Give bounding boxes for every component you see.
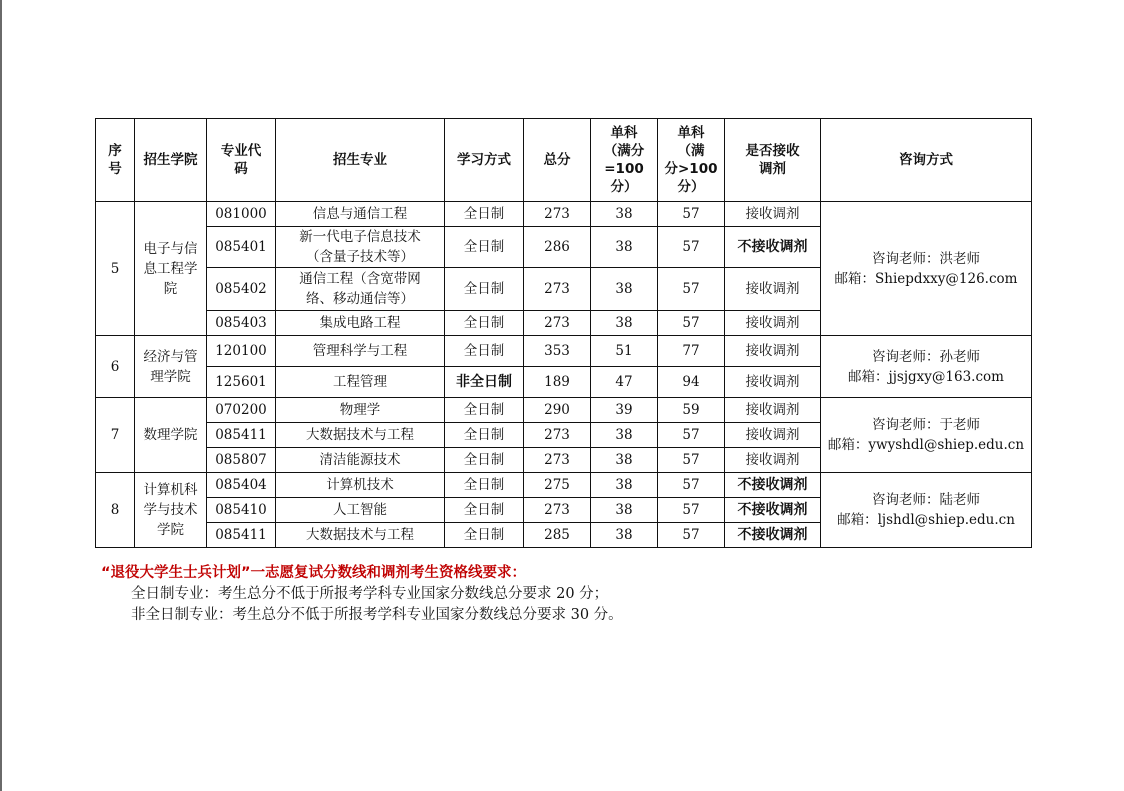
table-row	[96, 473, 1032, 498]
study-mode: 全日制	[445, 423, 524, 448]
major-name: 工程管理	[276, 367, 445, 398]
adjust-status: 接收调剂	[725, 398, 821, 423]
single-score-100: 38	[591, 311, 658, 336]
major-name: 集成电路工程	[276, 311, 445, 336]
single-score-gt100: 57	[658, 423, 725, 448]
study-mode: 全日制	[445, 311, 524, 336]
major-code: 120100	[207, 336, 276, 367]
study-mode: 全日制	[445, 473, 524, 498]
single-score-gt100: 57	[658, 311, 725, 336]
adjust-status: 不接收调剂	[725, 473, 821, 498]
adjust-status: 接收调剂	[725, 448, 821, 473]
major-code: 085410	[207, 498, 276, 523]
group-seq: 5	[96, 202, 135, 336]
major-name: 通信工程（含宽带网 络、移动通信等）	[276, 268, 445, 311]
major-code: 085401	[207, 227, 276, 268]
study-mode: 全日制	[445, 448, 524, 473]
adjust-status: 接收调剂	[725, 311, 821, 336]
total-score: 189	[524, 367, 591, 398]
table-row	[96, 336, 1032, 367]
single-score-100: 47	[591, 367, 658, 398]
major-code: 070200	[207, 398, 276, 423]
adjust-status: 不接收调剂	[725, 523, 821, 548]
admission-score-table	[95, 118, 1032, 548]
total-score: 273	[524, 423, 591, 448]
single-score-100: 38	[591, 498, 658, 523]
major-name: 物理学	[276, 398, 445, 423]
single-score-100: 51	[591, 336, 658, 367]
group-college: 计算机科 学与技术 学院	[135, 473, 207, 548]
notes-section	[101, 563, 623, 626]
single-score-gt100: 57	[658, 227, 725, 268]
single-score-gt100: 57	[658, 473, 725, 498]
single-score-gt100: 57	[658, 523, 725, 548]
total-score: 273	[524, 448, 591, 473]
study-mode: 全日制	[445, 202, 524, 227]
study-mode: 全日制	[445, 498, 524, 523]
single-score-100: 38	[591, 523, 658, 548]
single-score-gt100: 57	[658, 448, 725, 473]
adjust-status: 接收调剂	[725, 336, 821, 367]
header-adjust: 是否接收 调剂	[725, 119, 821, 202]
total-score: 275	[524, 473, 591, 498]
major-code: 085411	[207, 523, 276, 548]
group-college: 电子与信 息工程学 院	[135, 202, 207, 336]
table-row	[96, 398, 1032, 423]
major-code: 085807	[207, 448, 276, 473]
contact-teacher: 咨询老师：洪老师	[872, 250, 980, 267]
group-college: 经济与管 理学院	[135, 336, 207, 398]
single-score-gt100: 94	[658, 367, 725, 398]
contact-email: 邮箱：ywyshdl@shiep.edu.cn	[827, 437, 1025, 453]
total-score: 273	[524, 268, 591, 311]
contact-cell	[821, 336, 1032, 398]
adjust-status: 接收调剂	[725, 202, 821, 227]
header-contact: 咨询方式	[821, 119, 1032, 202]
single-score-100: 38	[591, 423, 658, 448]
major-code: 081000	[207, 202, 276, 227]
notes-line-parttime: 非全日制专业：考生总分不低于所报考学科专业国家分数线总分要求 30 分。	[131, 607, 623, 623]
single-score-gt100: 77	[658, 336, 725, 367]
total-score: 353	[524, 336, 591, 367]
contact-email: 邮箱：Shiepdxxy@126.com	[834, 270, 1018, 287]
contact-email: 邮箱：jjsjgxy@163.com	[848, 368, 1004, 385]
adjust-status: 接收调剂	[725, 367, 821, 398]
single-score-gt100: 59	[658, 398, 725, 423]
table-row	[96, 202, 1032, 227]
contact-teacher: 咨询老师：陆老师	[872, 492, 980, 508]
single-score-100: 38	[591, 448, 658, 473]
group-college: 数理学院	[135, 398, 207, 473]
single-score-100: 38	[591, 227, 658, 268]
study-mode: 全日制	[445, 268, 524, 311]
header-seq: 序 号	[96, 119, 135, 202]
header-mode: 学习方式	[445, 119, 524, 202]
adjust-status: 接收调剂	[725, 268, 821, 311]
adjust-status: 接收调剂	[725, 423, 821, 448]
study-mode: 全日制	[445, 336, 524, 367]
contact-cell	[821, 473, 1032, 548]
major-name: 大数据技术与工程	[276, 423, 445, 448]
total-score: 290	[524, 398, 591, 423]
major-name: 管理科学与工程	[276, 336, 445, 367]
contact-cell	[821, 398, 1032, 473]
major-code: 085411	[207, 423, 276, 448]
contact-email: 邮箱：ljshdl@shiep.edu.cn	[837, 512, 1015, 528]
study-mode: 非全日制	[445, 367, 524, 398]
major-name: 人工智能	[276, 498, 445, 523]
contact-teacher: 咨询老师：孙老师	[872, 348, 980, 365]
header-single-100: 单科 （满分 =100 分）	[591, 119, 658, 202]
contact-cell	[821, 202, 1032, 336]
major-name: 信息与通信工程	[276, 202, 445, 227]
major-name: 计算机技术	[276, 473, 445, 498]
total-score: 273	[524, 202, 591, 227]
single-score-100: 38	[591, 268, 658, 311]
study-mode: 全日制	[445, 227, 524, 268]
major-code: 125601	[207, 367, 276, 398]
single-score-100: 38	[591, 202, 658, 227]
adjust-status: 不接收调剂	[725, 227, 821, 268]
total-score: 285	[524, 523, 591, 548]
major-name: 清洁能源技术	[276, 448, 445, 473]
total-score: 286	[524, 227, 591, 268]
header-major: 招生专业	[276, 119, 445, 202]
table-body	[96, 202, 1032, 548]
single-score-100: 39	[591, 398, 658, 423]
table-header-row	[96, 119, 1032, 202]
total-score: 273	[524, 498, 591, 523]
single-score-100: 38	[591, 473, 658, 498]
group-seq: 8	[96, 473, 135, 548]
header-total: 总分	[524, 119, 591, 202]
header-college: 招生学院	[135, 119, 207, 202]
major-name: 大数据技术与工程	[276, 523, 445, 548]
single-score-gt100: 57	[658, 202, 725, 227]
notes-title: “退役大学生士兵计划”一志愿复试分数线和调剂考生资格线要求：	[101, 565, 527, 581]
study-mode: 全日制	[445, 523, 524, 548]
group-seq: 6	[96, 336, 135, 398]
header-single-gt100: 单科 （满 分>100 分）	[658, 119, 725, 202]
header-code: 专业代 码	[207, 119, 276, 202]
major-code: 085402	[207, 268, 276, 311]
contact-teacher: 咨询老师：于老师	[872, 417, 980, 433]
total-score: 273	[524, 311, 591, 336]
major-code: 085403	[207, 311, 276, 336]
adjust-status: 不接收调剂	[725, 498, 821, 523]
notes-line-fulltime: 全日制专业：考生总分不低于所报考学科专业国家分数线总分要求 20 分；	[131, 586, 609, 602]
single-score-gt100: 57	[658, 268, 725, 311]
group-seq: 7	[96, 398, 135, 473]
study-mode: 全日制	[445, 398, 524, 423]
page-left-edge	[0, 0, 2, 791]
single-score-gt100: 57	[658, 498, 725, 523]
major-name: 新一代电子信息技术 （含量子技术等）	[276, 227, 445, 268]
major-code: 085404	[207, 473, 276, 498]
